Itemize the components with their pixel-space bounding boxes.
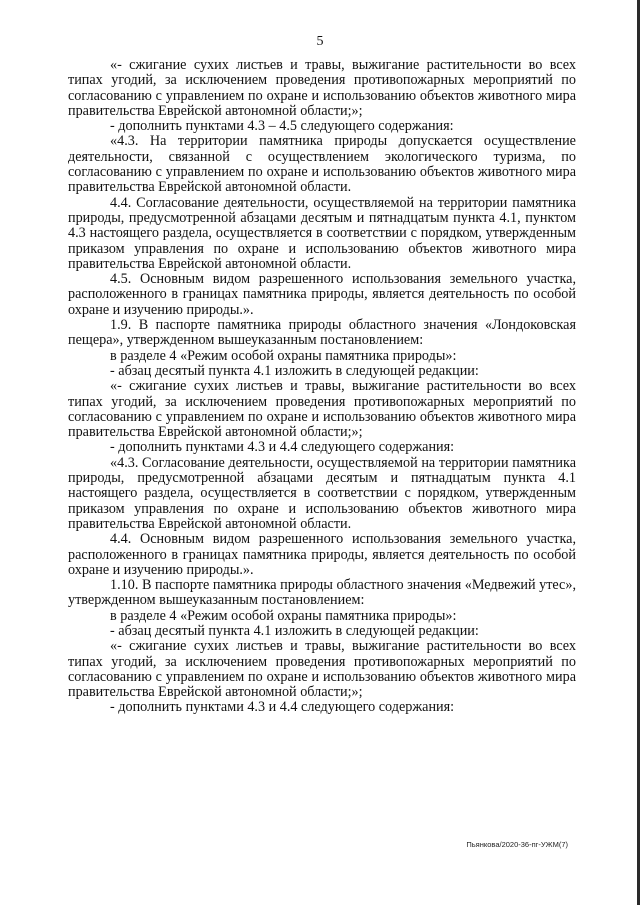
paragraph: «- сжигание сухих листьев и травы, выжигание растительности во всех типах угодий, за исключением проведения противопожарных мероприятий по согласованию с управлением по охране и использованию объектов животного мира правительства Еврейской автономной области;»; (68, 57, 576, 119)
paragraph: 4.5. Основным видом разрешенного использования земельного участка, расположенного в границах памятника природы, является деятельность по особой охране и изучению природы.». (68, 271, 576, 318)
paragraph: - абзац десятый пункта 4.1 изложить в следующей редакции: (110, 622, 479, 639)
paragraph: - дополнить пунктами 4.3 – 4.5 следующего содержания: (110, 118, 454, 135)
paragraph: 1.9. В паспорте памятника природы областного значения «Лондоковская пещера», утвержденном вышеуказанным постановлением: (68, 317, 576, 349)
paragraph: 4.4. Основным видом разрешенного использования земельного участка, расположенного в границах памятника природы, является деятельность по особой охране и изучению природы.». (68, 531, 576, 578)
paragraph: 4.4. Согласование деятельности, осуществляемой на территории памятника природы, предусмотренной абзацами десятым и пятнадцатым пункта 4.1, пунктом 4.3 настоящего раздела, осуществляется в соответствии с порядком, утвержденным приказом управления по охране и использованию объектов животного мира правительства Еврейской автономной области. (68, 194, 576, 272)
paragraph: «4.3. Согласование деятельности, осуществляемой на территории памятника природы, предусмотренной абзацами десятым и пятнадцатым пункта 4.1 настоящего раздела, осуществляется в соответствии с порядком, утвержденным приказом управления по охране и использованию объектов животного мира правительства Еврейской автономной области. (68, 454, 576, 532)
document-footer-code: Пьянкова/2020-36-пг-УЖМ(7) (466, 840, 568, 849)
paragraph: - абзац десятый пункта 4.1 изложить в следующей редакции: (110, 362, 479, 379)
paragraph: - дополнить пунктами 4.3 и 4.4 следующего содержания: (110, 699, 455, 716)
paragraph: 1.10. В паспорте памятника природы областного значения «Медвежий утес», утвержденном вышеуказанным постановлением: (68, 577, 576, 609)
paragraph: «- сжигание сухих листьев и травы, выжигание растительности во всех типах угодий, за исключением проведения противопожарных мероприятий по согласованию с управлением по охране и использованию объектов животного мира правительства Еврейской автономной области;»; (68, 638, 576, 701)
paragraph: «4.3. На территории памятника природы допускается осуществление деятельности, связанной с осуществлением экологического туризма, по согласованию с управлением по охране и использованию объектов животного мира правительства Еврейской автономной области. (68, 133, 576, 196)
document-body (68, 58, 576, 716)
paragraph: «- сжигание сухих листьев и травы, выжигание растительности во всех типах угодий, за исключением проведения противопожарных мероприятий по согласованию с управлением по охране и использованию объектов животного мира правительства Еврейской автономной области;»; (68, 378, 576, 441)
paragraph: в разделе 4 «Режим особой охраны памятника природы»: (110, 607, 457, 624)
page-number: 5 (316, 34, 324, 49)
paragraph: - дополнить пунктами 4.3 и 4.4 следующего содержания: (110, 439, 455, 456)
paragraph: в разделе 4 «Режим особой охраны памятника природы»: (110, 347, 457, 364)
